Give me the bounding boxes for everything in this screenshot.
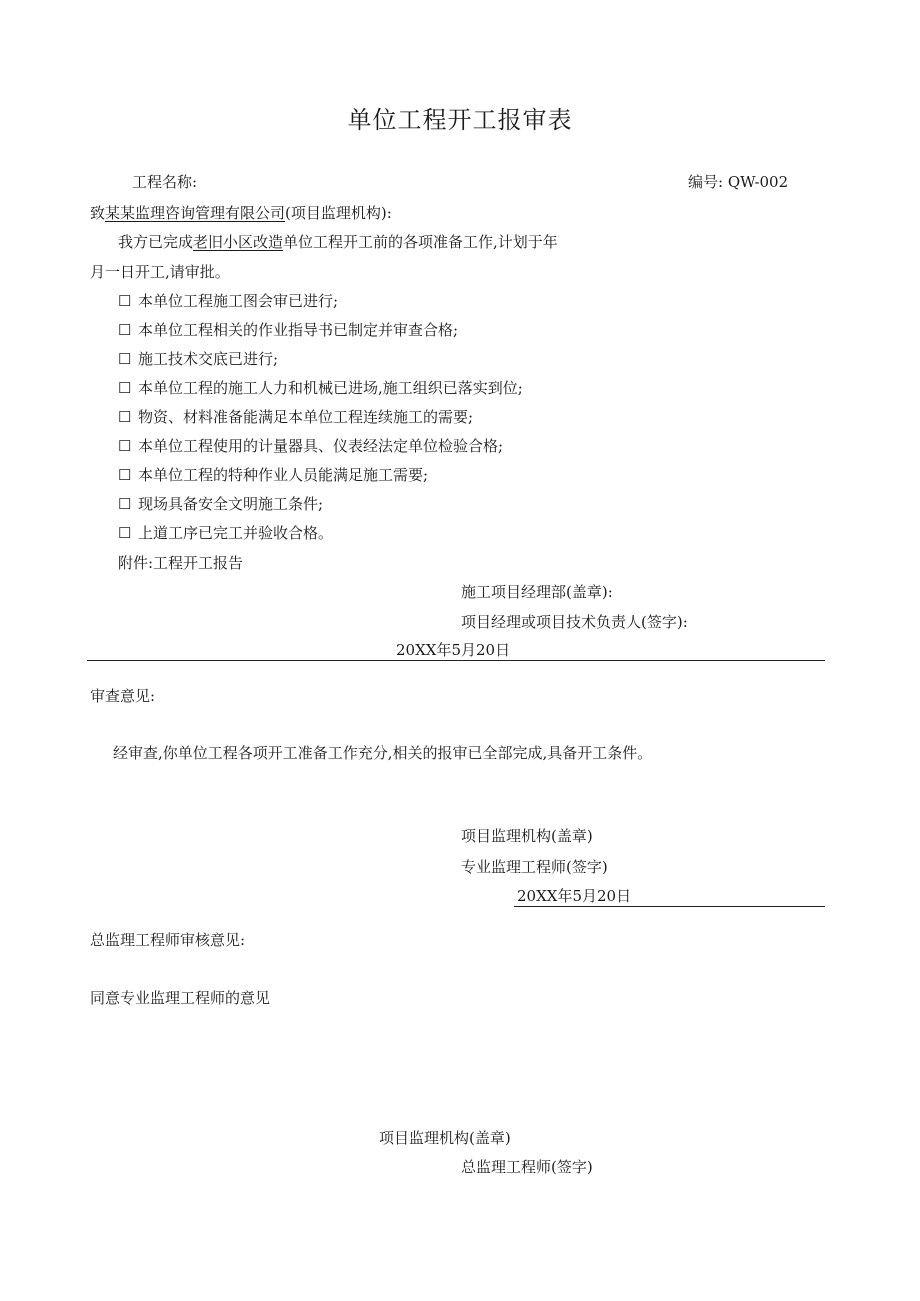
review-engineer: 专业监理工程师(签字) xyxy=(461,858,608,876)
checklist-item-label: 本单位工程相关的作业指导书已制定并审查合格; xyxy=(138,321,459,339)
project-name-label: 工程名称: xyxy=(132,173,198,191)
review-org: 项目监理机构(盖章) xyxy=(461,827,593,845)
form-number: 编号: QW-002 xyxy=(688,173,789,191)
intro-project: 老旧小区改造 xyxy=(193,233,284,251)
contractor-dept: 施工项目经理部(盖章): xyxy=(461,583,613,601)
checklist-item-label: 现场具备安全文明施工条件; xyxy=(138,495,324,513)
checklist-item xyxy=(118,407,473,427)
checkbox-icon: ☐ xyxy=(118,350,132,368)
checklist-item-label: 物资、材料准备能满足本单位工程连续施工的需要; xyxy=(138,408,474,426)
addressee-suffix: (项目监理机构): xyxy=(285,204,392,222)
checklist-item-label: 本单位工程的特种作业人员能满足施工需要; xyxy=(138,466,429,484)
checklist-item xyxy=(118,349,278,369)
intro-part1: 我方已完成 xyxy=(118,233,194,251)
addressee-company: 某某监理咨询管理有限公司 xyxy=(105,204,286,222)
attachment-line: 附件:工程开工报告 xyxy=(118,554,244,572)
checkbox-icon: ☐ xyxy=(118,466,132,484)
chief-org: 项目监理机构(盖章) xyxy=(379,1129,511,1147)
addressee-prefix: 致 xyxy=(90,204,106,222)
review-text: 经审查,你单位工程各项开工准备工作充分,相关的报审已全部完成,具备开工条件。 xyxy=(113,744,653,762)
checkbox-icon: ☐ xyxy=(118,408,132,426)
checklist-item-label: 施工技术交底已进行; xyxy=(138,350,279,368)
review-label: 审查意见: xyxy=(90,687,156,705)
checklist-item xyxy=(118,378,523,398)
checklist-item-label: 上道工序已完工并验收合格。 xyxy=(138,524,334,542)
checklist-item-label: 本单位工程的施工人力和机械已进场,施工组织已落实到位; xyxy=(138,379,523,397)
review-date-line xyxy=(514,906,825,907)
checklist-item xyxy=(118,523,333,543)
checkbox-icon: ☐ xyxy=(118,524,132,542)
addressee-line xyxy=(90,203,392,223)
checklist-item-label: 本单位工程使用的计量器具、仪表经法定单位检验合格; xyxy=(138,437,504,455)
checkbox-icon: ☐ xyxy=(118,437,132,455)
review-date: 20XX年5月20日 xyxy=(517,887,632,905)
chief-label: 总监理工程师审核意见: xyxy=(90,931,246,949)
checklist-item xyxy=(118,436,503,456)
checkbox-icon: ☐ xyxy=(118,495,132,513)
chief-engineer: 总监理工程师(签字) xyxy=(461,1158,593,1176)
checklist-item xyxy=(118,494,323,514)
checklist-item xyxy=(118,320,458,340)
contractor-signer: 项目经理或项目技术负责人(签字): xyxy=(461,613,688,631)
checklist-item xyxy=(118,291,338,311)
contractor-date: 20XX年5月20日 xyxy=(396,641,511,659)
page-title: 单位工程开工报审表 xyxy=(347,106,573,134)
intro-part2: 单位工程开工前的各项准备工作,计划于年 xyxy=(283,233,558,251)
checkbox-icon: ☐ xyxy=(118,292,132,310)
section-divider xyxy=(87,660,825,661)
checkbox-icon: ☐ xyxy=(118,321,132,339)
checklist-item-label: 本单位工程施工图会审已进行; xyxy=(138,292,339,310)
checklist-item xyxy=(118,465,428,485)
chief-text: 同意专业监理工程师的意见 xyxy=(90,989,271,1007)
intro-line-1 xyxy=(118,232,558,252)
intro-line-2: 月一日开工,请审批。 xyxy=(90,263,230,281)
checkbox-icon: ☐ xyxy=(118,379,132,397)
